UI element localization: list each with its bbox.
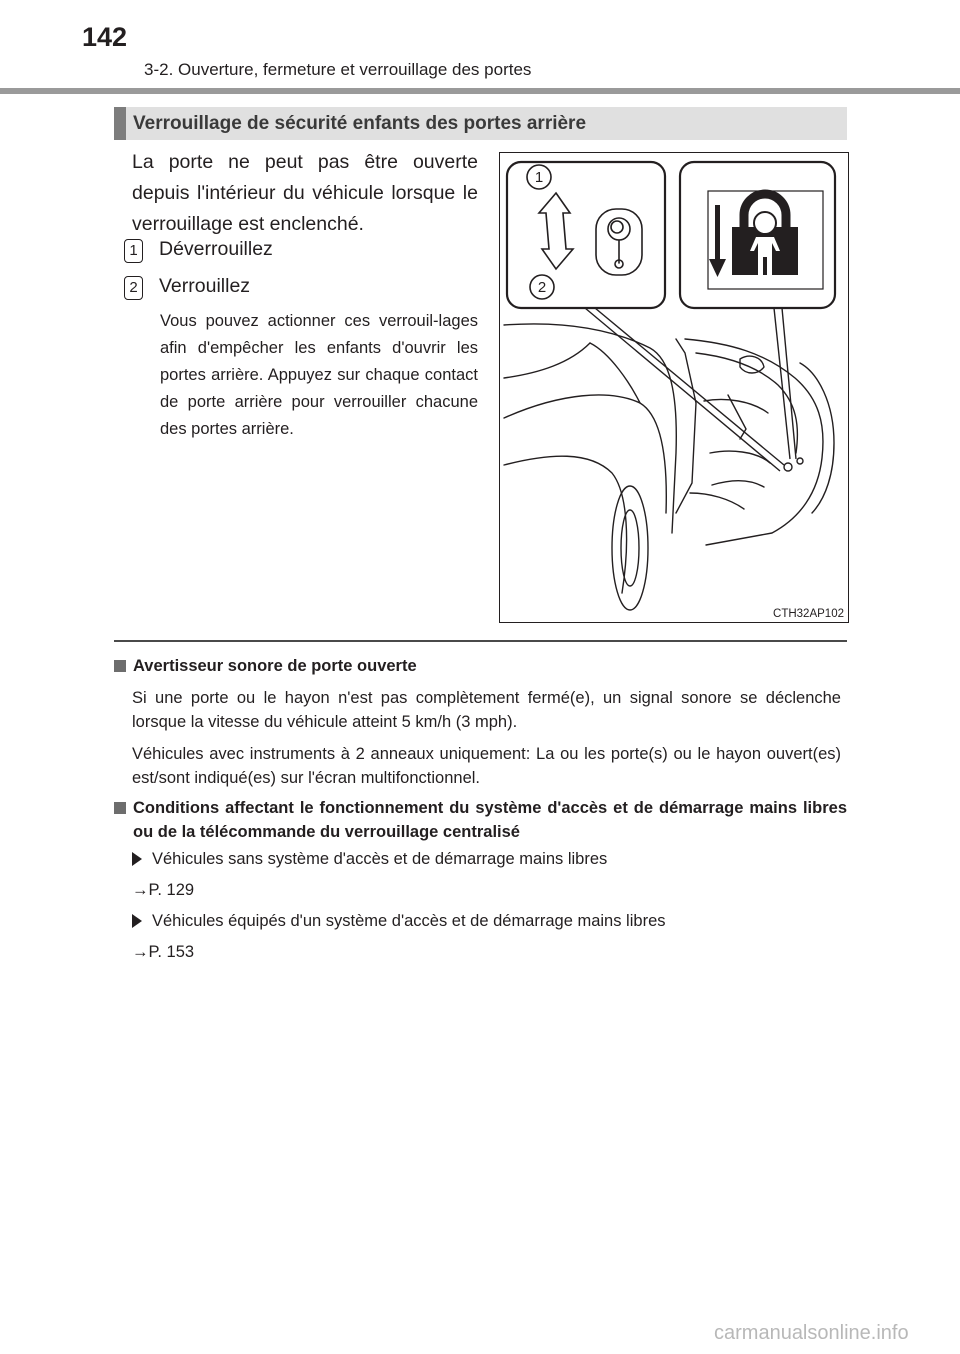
car-door-illustration bbox=[500, 153, 848, 622]
note-paragraph: Si une porte ou le hayon n'est pas complètement fermé(e), un signal sonore se déclenche lorsque la vitesse du véhicule atteint 5 km/h (3 mph). bbox=[132, 689, 841, 731]
running-head: 3-2. Ouverture, fermeture et verrouillage des portes bbox=[144, 60, 532, 79]
intro-paragraph: La porte ne peut pas être ouverte depuis l'intérieur du véhicule lorsque le verrouillage est enclenché. bbox=[132, 151, 478, 235]
list-item-label: Déverrouillez bbox=[159, 238, 273, 260]
child-lock-figure bbox=[499, 152, 849, 623]
page-number: 142 bbox=[82, 22, 128, 52]
triangle-bullet-icon bbox=[132, 914, 142, 928]
callout-number-1: 1 bbox=[534, 169, 544, 186]
square-bullet-icon bbox=[114, 660, 126, 672]
section-title-bar bbox=[114, 107, 847, 140]
note-heading-text: Conditions affectant le fonctionnement du système d'accès et de démarrage mains libres ou de la télécommande du verrouillage centralisé bbox=[133, 799, 847, 841]
section-title: Verrouillage de sécurité enfants des portes arrière bbox=[133, 113, 587, 134]
note-heading-text: Avertisseur sonore de porte ouverte bbox=[133, 657, 417, 675]
triangle-bullet-icon bbox=[132, 852, 142, 866]
sub-item-label: Véhicules équipés d'un système d'accès et de démarrage mains libres bbox=[152, 912, 666, 930]
sub-item-label: Véhicules sans système d'accès et de démarrage mains libres bbox=[152, 850, 608, 868]
list-item-label: Verrouillez bbox=[159, 275, 251, 297]
header-rule bbox=[0, 88, 960, 94]
section-divider bbox=[114, 640, 847, 642]
car-outline bbox=[504, 324, 834, 610]
figure-code: CTH32AP102 bbox=[773, 608, 844, 620]
callout-number-2: 2 bbox=[537, 279, 547, 296]
double-arrow-icon bbox=[539, 193, 573, 269]
note-paragraph: Véhicules avec instruments à 2 anneaux uniquement: La ou les porte(s) ou le hayon ouvert(es) est/sont indiqué(es) sur l'écran multifonctionnel. bbox=[132, 745, 841, 787]
number-badge: 2 bbox=[124, 276, 143, 300]
number-badge: 1 bbox=[124, 239, 143, 263]
page-reference-link[interactable]: →P. 129 bbox=[132, 881, 195, 899]
page-reference-link[interactable]: →P. 153 bbox=[132, 943, 195, 961]
square-bullet-icon bbox=[114, 802, 126, 814]
usage-note: Vous pouvez actionner ces verrouil-lages afin d'empêcher les enfants d'ouvrir les portes arrière. Appuyez sur chaque contact de porte arrière pour verrouiller chacune des portes arrière. bbox=[160, 312, 478, 438]
watermark: carmanualsonline.info bbox=[714, 1322, 909, 1344]
section-accent bbox=[114, 107, 126, 140]
